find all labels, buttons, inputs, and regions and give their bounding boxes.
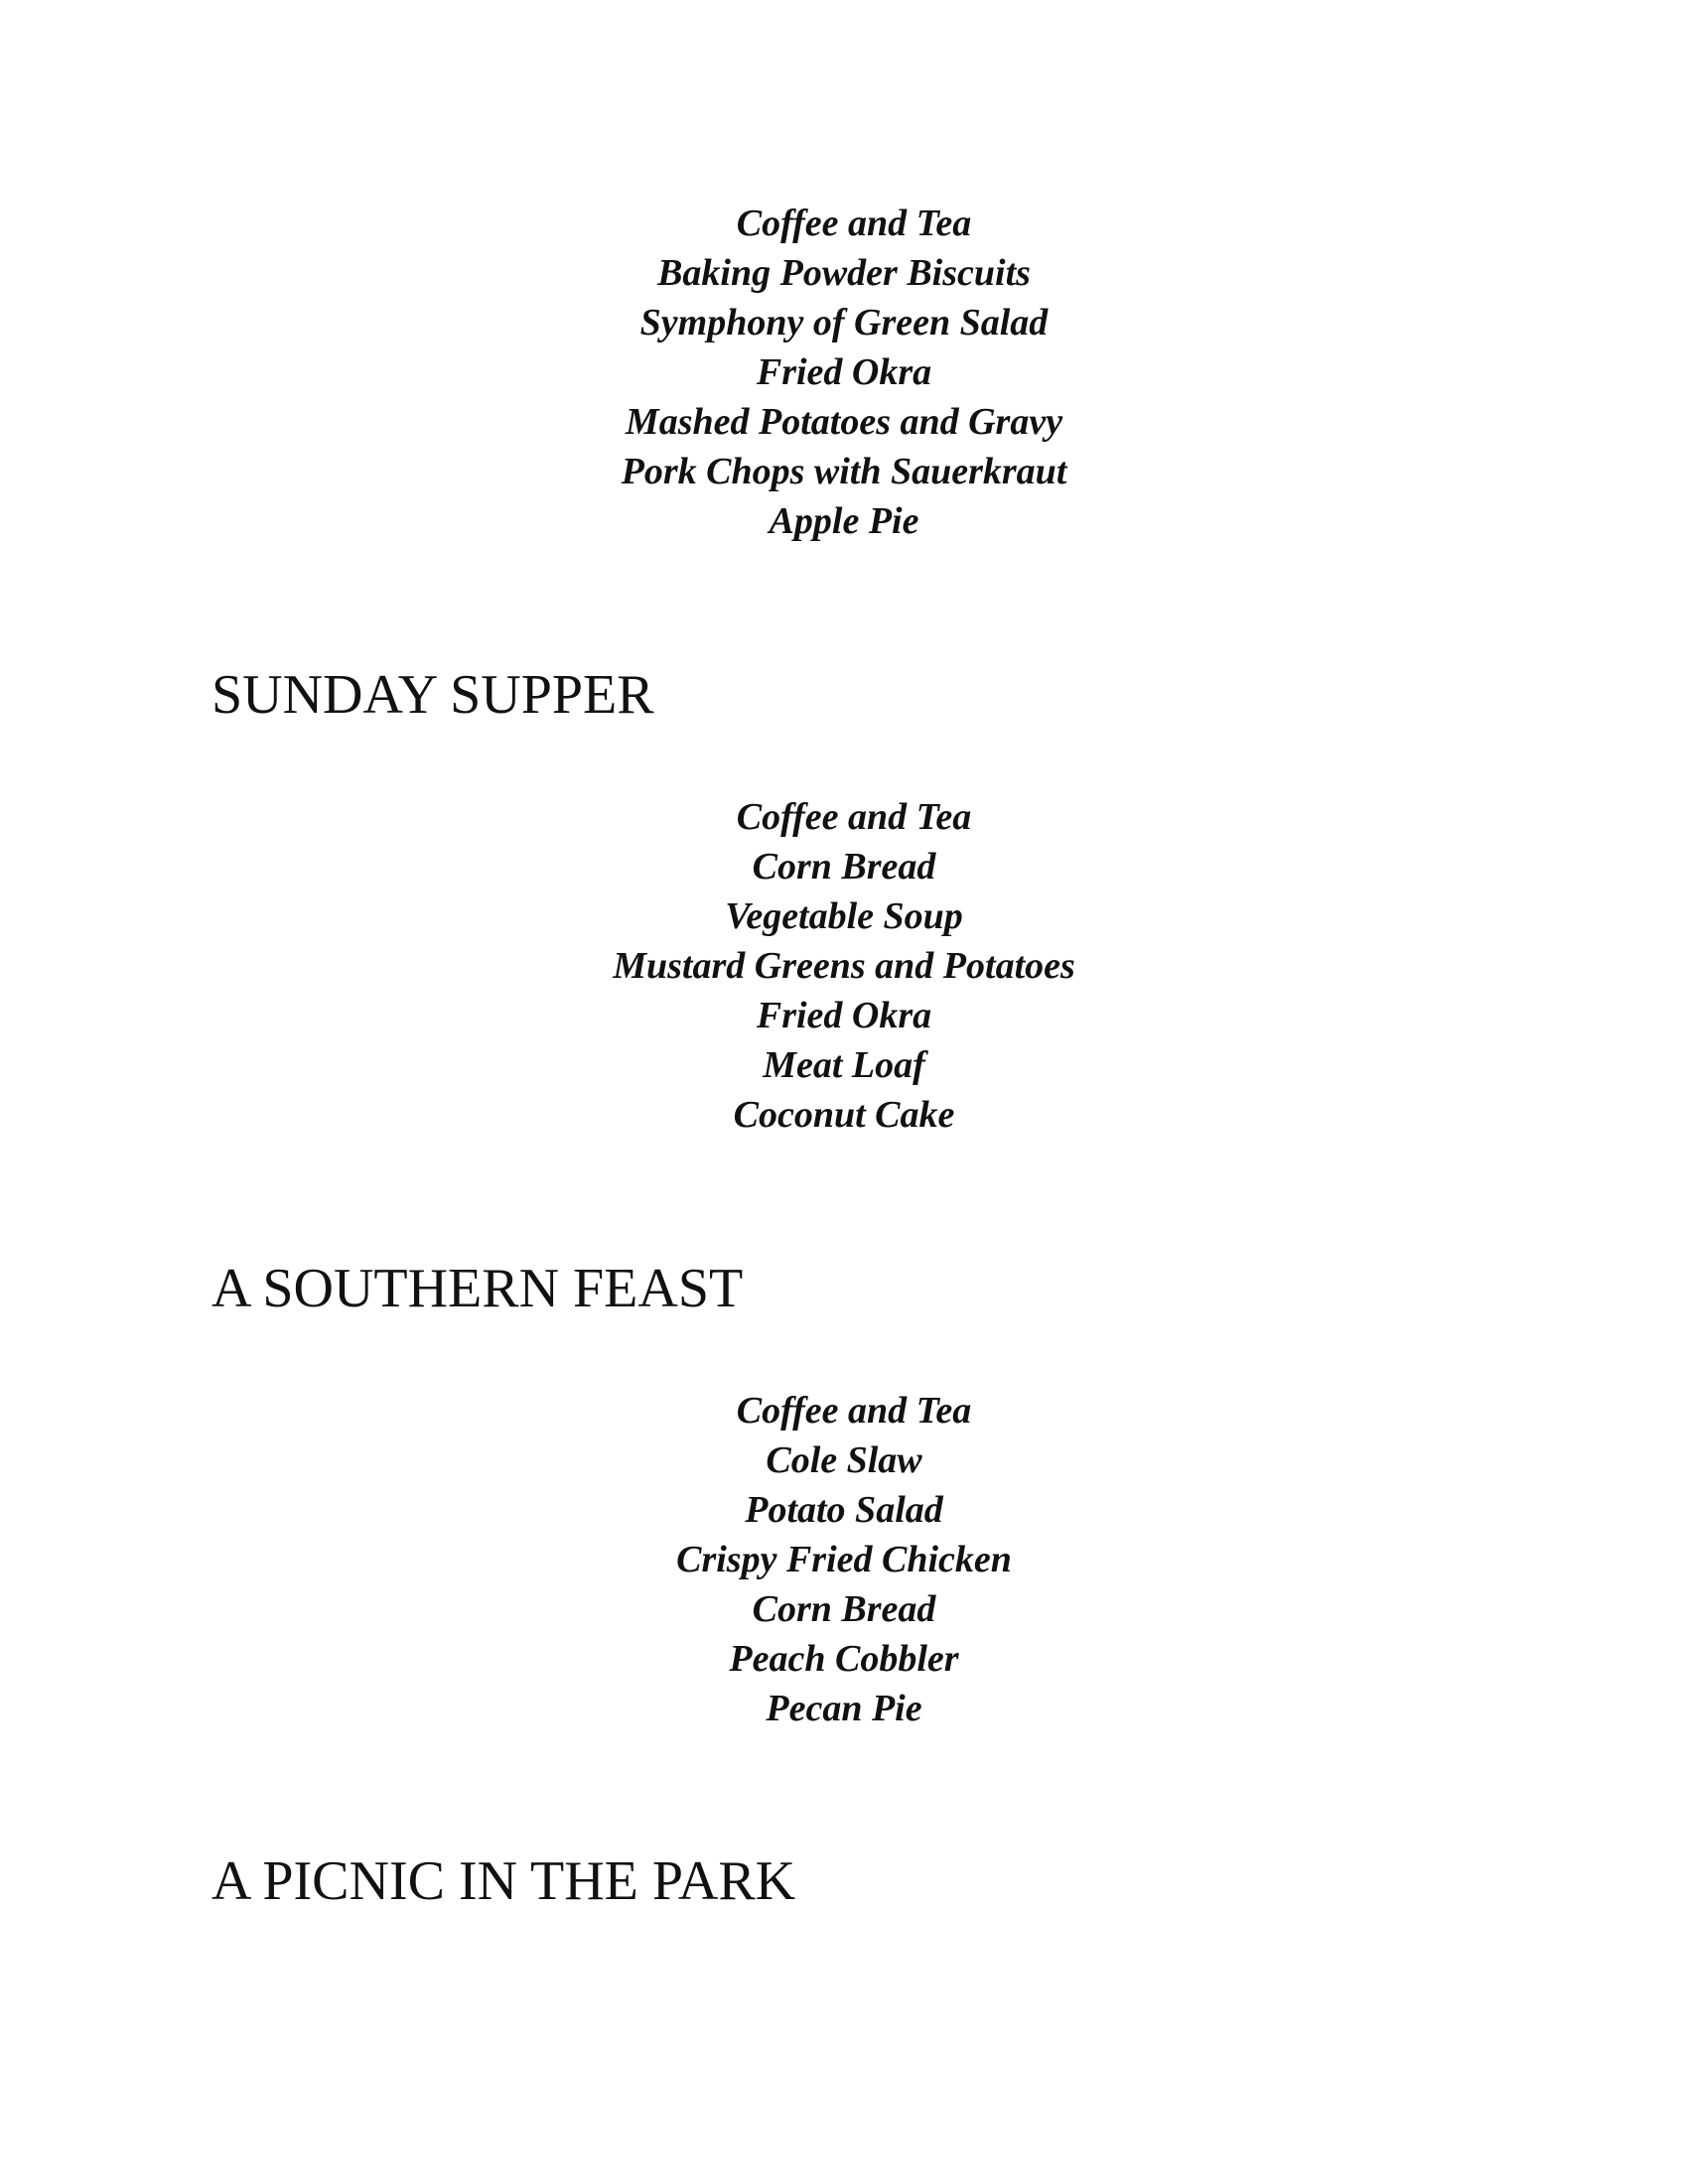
menu-item: Pork Chops with Sauerkraut <box>621 451 1067 492</box>
menu-item: Corn Bread <box>752 846 936 887</box>
menu-item: Apple Pie <box>769 500 919 542</box>
menu-item: Corn Bread <box>752 1588 936 1630</box>
menu-item: Baking Powder Biscuits <box>657 252 1031 294</box>
menu-item: Cole Slaw <box>766 1439 922 1481</box>
menu-item: Coffee and Tea <box>736 1390 972 1432</box>
section-heading-a-southern-feast: A SOUTHERN FEAST <box>211 1258 744 1319</box>
menu-item: Mashed Potatoes and Gravy <box>625 401 1063 443</box>
menu-list-3 <box>0 1386 1688 1733</box>
menu-list-1 <box>0 199 1688 546</box>
menu-item: Potato Salad <box>745 1489 943 1531</box>
menu-item: Crispy Fried Chicken <box>676 1539 1012 1580</box>
menu-list-2 <box>0 792 1688 1140</box>
menu-item: Coffee and Tea <box>736 203 972 244</box>
menu-item: Pecan Pie <box>766 1688 922 1729</box>
section-heading-sunday-supper: SUNDAY SUPPER <box>211 664 654 726</box>
menu-item: Mustard Greens and Potatoes <box>613 945 1075 987</box>
menu-item: Meat Loaf <box>763 1044 925 1086</box>
menu-item: Vegetable Soup <box>725 895 963 937</box>
menu-item: Fried Okra <box>756 995 932 1036</box>
menu-item: Coffee and Tea <box>736 796 972 838</box>
menu-item: Coconut Cake <box>733 1094 955 1136</box>
menu-item: Fried Okra <box>756 351 932 393</box>
menu-item: Peach Cobbler <box>729 1638 959 1680</box>
section-heading-a-picnic-in-the-park: A PICNIC IN THE PARK <box>211 1850 796 1912</box>
menu-item: Symphony of Green Salad <box>639 302 1049 343</box>
